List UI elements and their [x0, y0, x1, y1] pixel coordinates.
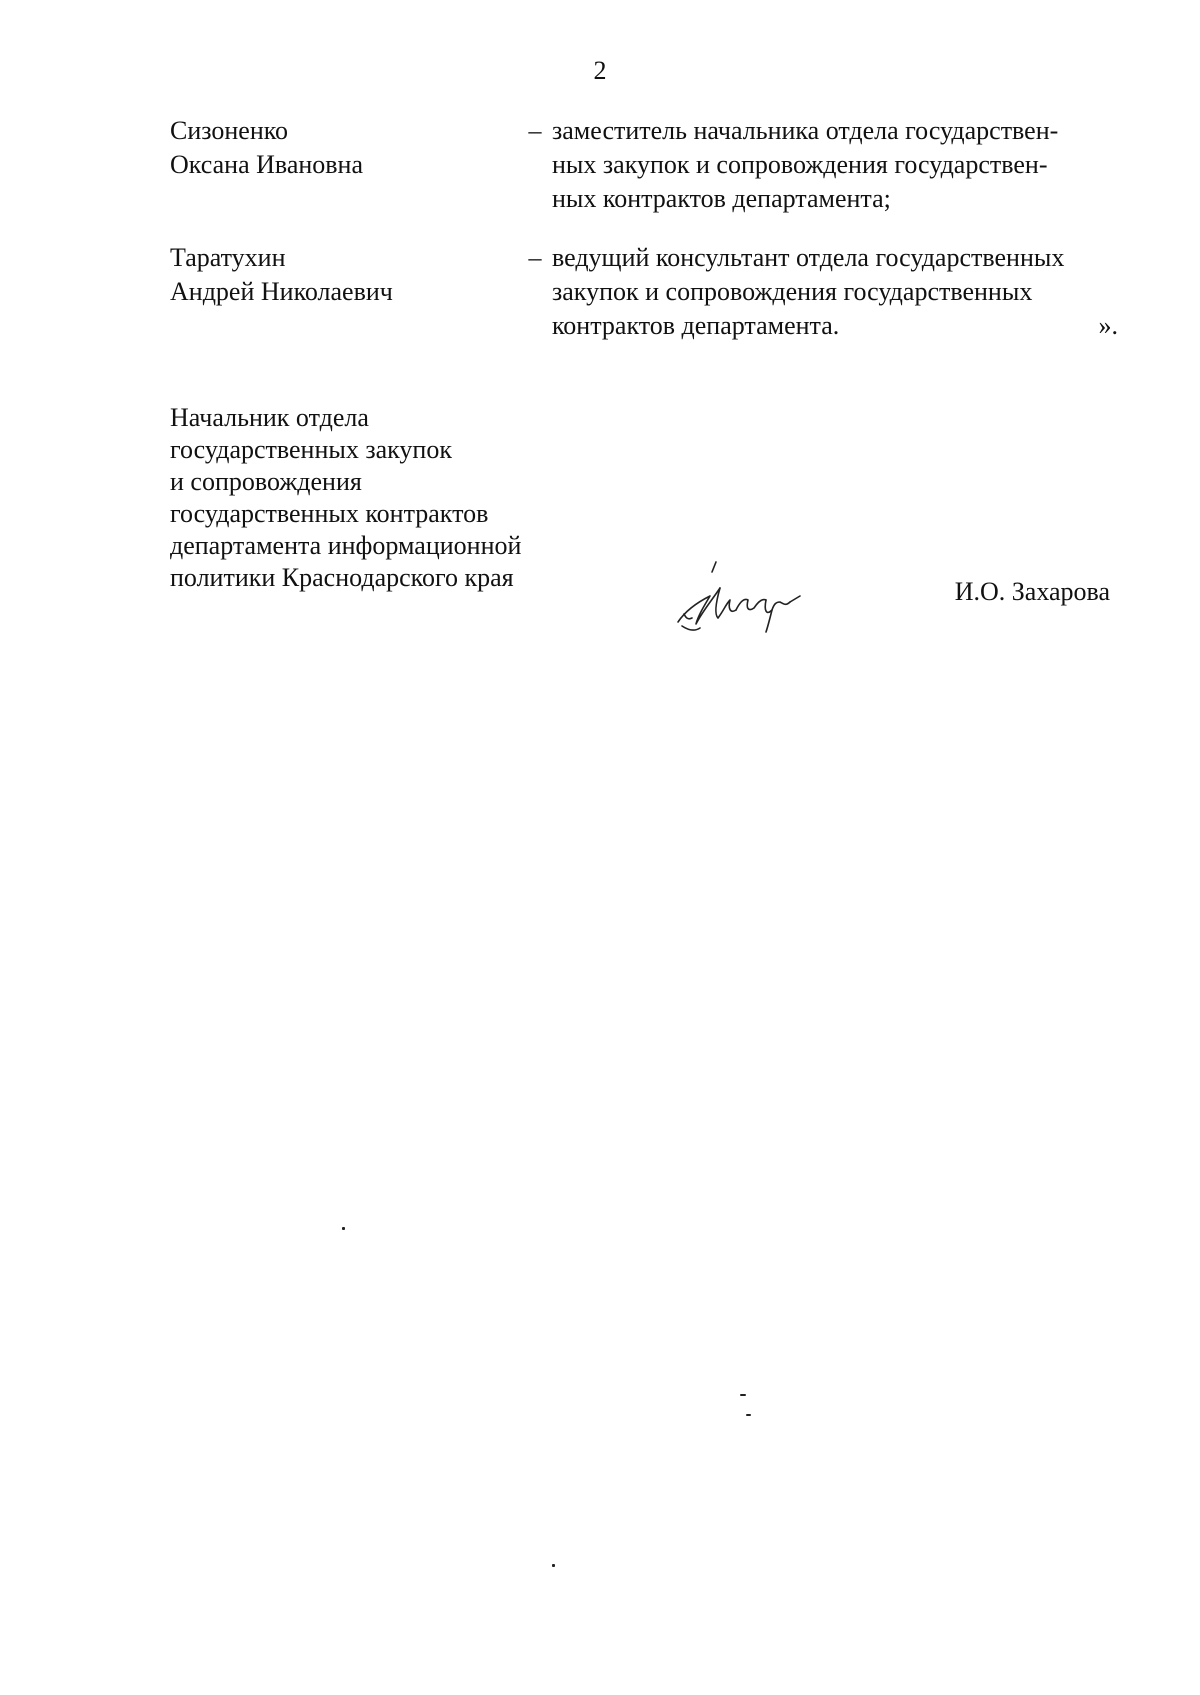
role-line: ных закупок и сопровождения государствен-: [552, 150, 1048, 179]
signatory-title-line: Начальник отдела: [170, 403, 369, 432]
member-surname: Таратухин: [170, 243, 286, 272]
signer-name: И.О. Захарова: [954, 577, 1110, 606]
signatory-title: [170, 402, 610, 594]
member-given-names: Оксана Ивановна: [170, 150, 364, 179]
role-line-last: [552, 309, 1118, 343]
role-line: закупок и сопровождения государственных: [552, 277, 1033, 306]
signatory-title-line: государственных контрактов: [170, 499, 489, 528]
member-role: [552, 114, 1118, 216]
scan-speck: [552, 1564, 555, 1567]
member-surname: Сизоненко: [170, 116, 289, 145]
role-line: контрактов департамента.: [552, 311, 840, 340]
page-number: 2: [593, 56, 607, 85]
member-name: [170, 241, 510, 309]
handwritten-signature-icon: [668, 552, 818, 638]
scan-speck: [740, 1394, 746, 1396]
signatory-title-line: государственных закупок: [170, 435, 452, 464]
dash-separator: –: [528, 116, 542, 145]
signatory-title-line: и сопровождения: [170, 467, 362, 496]
member-given-names: Андрей Николаевич: [170, 277, 393, 306]
dash-separator: –: [528, 243, 542, 272]
member-name: [170, 114, 510, 182]
signatory-title-line: политики Краснодарского края: [170, 563, 514, 592]
role-line: заместитель начальника отдела государствен-: [552, 116, 1059, 145]
scan-speck: [342, 1227, 345, 1230]
role-line: ных контрактов департамента;: [552, 184, 891, 213]
scan-speck: [746, 1414, 751, 1416]
member-role: [552, 241, 1118, 343]
signatory-title-line: департамента информационной: [170, 531, 522, 560]
closing-quote: ».: [1098, 311, 1118, 340]
role-line: ведущий консультант отдела государственных: [552, 243, 1065, 272]
role-line-last: [552, 182, 1118, 216]
